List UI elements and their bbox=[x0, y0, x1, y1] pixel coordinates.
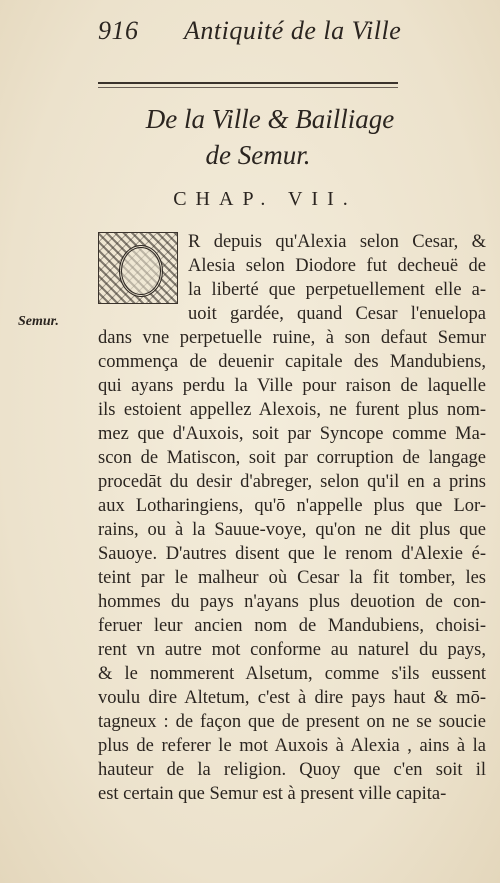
ornament-ring-icon bbox=[119, 245, 163, 297]
running-title: Antiquité de la Ville bbox=[184, 16, 402, 45]
page-number: 916 bbox=[98, 16, 139, 45]
text-line: uoit gardée, quand Cesar l'enuelopa bbox=[188, 304, 486, 324]
text-line: Sauoye. D'autres disent que le renom d'Alexie é- bbox=[98, 544, 486, 564]
decorated-initial-ornament bbox=[98, 232, 178, 304]
text-line: commença de deuenir capitale des Mandubiens, bbox=[98, 352, 486, 372]
text-line: teint par le malheur où Cesar la fit tomber, les bbox=[98, 568, 486, 588]
text-line: hommes du pays n'ayans plus deuotion de con- bbox=[98, 592, 486, 612]
text-line: aux Lotharingiens, qu'ō n'appelle plus que Lor- bbox=[98, 496, 486, 516]
text-line: procedāt du desir d'abreger, selon qu'il en a prins bbox=[98, 472, 486, 492]
text-line: tagneux : de façon que de present on ne se soucie bbox=[98, 712, 486, 732]
text-line: est certain que Semur est à present ville capita- bbox=[98, 784, 447, 804]
text-line: mez que d'Auxois, soit par Syncope comme Ma- bbox=[98, 424, 486, 444]
running-header bbox=[86, 16, 486, 50]
text-line: hauteur de la religion. Quoy que c'en soit il bbox=[98, 760, 486, 780]
text-line: feruer leur ancien nom de Mandubiens, choisi- bbox=[98, 616, 486, 636]
section-title-line-1: De la Ville & Bailliage bbox=[145, 104, 395, 134]
text-line: R depuis qu'Alexia selon Cesar, & bbox=[188, 232, 486, 252]
text-line: scon de Matiscon, soit par corruption de langage bbox=[98, 448, 486, 468]
header-rule-thin bbox=[98, 87, 398, 88]
margin-note: Semur. bbox=[18, 314, 59, 329]
text-line: dans vne perpetuelle ruine, à son defaut Semur bbox=[98, 328, 486, 348]
text-line: & le nommerent Alsetum, comme s'ils eussent bbox=[98, 664, 486, 684]
chapter-heading: CHAP. VII. bbox=[173, 188, 357, 210]
text-line: ils estoient appellez Alexois, ne furent plus nom- bbox=[98, 400, 486, 420]
section-title-line-2: de Semur. bbox=[205, 140, 311, 170]
text-line: Alesia selon Diodore fut decheuë de bbox=[188, 256, 486, 276]
text-line: plus de referer le mot Auxois à Alexia , ains à la bbox=[98, 736, 486, 756]
text-line: rains, ou à la Sauue-voye, qu'on ne dit plus que bbox=[98, 520, 486, 540]
text-line: la liberté que perpetuellement elle a- bbox=[188, 280, 486, 300]
text-line: qui ayans perdu la Ville pour raison de laquelle bbox=[98, 376, 486, 396]
header-rule bbox=[98, 82, 398, 84]
text-line: voulu dire Altetum, c'est à dire pays haut & mō- bbox=[98, 688, 486, 708]
text-line: rent vn autre mot conforme au naturel du pays, bbox=[98, 640, 486, 660]
